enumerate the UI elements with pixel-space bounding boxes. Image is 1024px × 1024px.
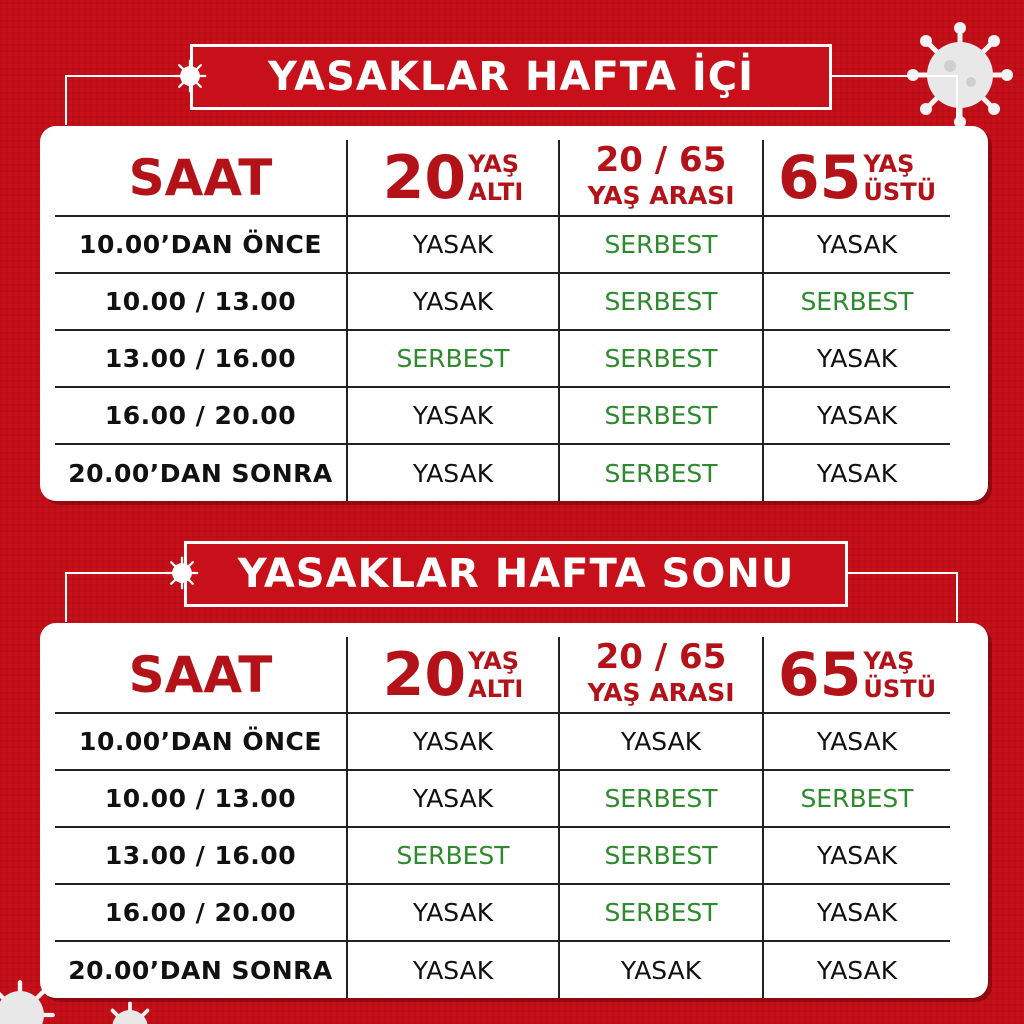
header-20-65: 20 / 65 YAŞ ARASI <box>559 140 763 216</box>
section-title: YASAKLAR HAFTA SONU <box>184 541 848 607</box>
status-cell: SERBEST <box>763 273 950 330</box>
status-cell: YASAK <box>347 387 559 444</box>
table-row <box>55 827 950 884</box>
table-header-row <box>55 140 950 216</box>
status-cell: SERBEST <box>763 770 950 827</box>
status-cell: YASAK <box>763 216 950 273</box>
status-cell: SERBEST <box>559 387 763 444</box>
time-cell: 10.00 / 13.00 <box>55 273 347 330</box>
connector-line <box>830 75 958 125</box>
status-cell: YASAK <box>347 444 559 501</box>
status-cell: SERBEST <box>559 330 763 387</box>
status-cell: YASAK <box>347 770 559 827</box>
status-cell: SERBEST <box>559 216 763 273</box>
header-20-65: 20 / 65 YAŞ ARASI <box>559 637 763 713</box>
connector-line <box>830 572 958 622</box>
time-cell: 13.00 / 16.00 <box>55 827 347 884</box>
table-header-row <box>55 637 950 713</box>
time-cell: 16.00 / 20.00 <box>55 884 347 941</box>
status-cell: YASAK <box>347 941 559 998</box>
schedule-table <box>55 140 950 501</box>
table-row <box>55 330 950 387</box>
section-title: YASAKLAR HAFTA İÇİ <box>190 44 832 110</box>
status-cell: YASAK <box>559 941 763 998</box>
status-cell: YASAK <box>347 216 559 273</box>
status-cell: YASAK <box>763 713 950 770</box>
status-cell: SERBEST <box>559 444 763 501</box>
status-cell: SERBEST <box>559 827 763 884</box>
header-saat: SAAT <box>128 645 273 704</box>
status-cell: SERBEST <box>347 827 559 884</box>
time-cell: 20.00’DAN SONRA <box>55 941 347 998</box>
virus-icon <box>100 998 160 1024</box>
table-row <box>55 444 950 501</box>
time-cell: 10.00’DAN ÖNCE <box>55 216 347 273</box>
status-cell: YASAK <box>347 273 559 330</box>
time-cell: 13.00 / 16.00 <box>55 330 347 387</box>
table-row <box>55 216 950 273</box>
table-row <box>55 273 950 330</box>
table-row <box>55 387 950 444</box>
status-cell: YASAK <box>763 387 950 444</box>
status-cell: YASAK <box>763 330 950 387</box>
virus-icon <box>172 58 208 94</box>
header-under-20: 20YAŞ ALTI <box>347 140 559 216</box>
time-cell: 10.00 / 13.00 <box>55 770 347 827</box>
status-cell: YASAK <box>763 884 950 941</box>
status-cell: YASAK <box>763 444 950 501</box>
status-cell: SERBEST <box>559 273 763 330</box>
status-cell: YASAK <box>763 827 950 884</box>
status-cell: SERBEST <box>559 884 763 941</box>
time-cell: 10.00’DAN ÖNCE <box>55 713 347 770</box>
status-cell: YASAK <box>763 941 950 998</box>
status-cell: YASAK <box>347 884 559 941</box>
time-cell: 20.00’DAN SONRA <box>55 444 347 501</box>
table-row <box>55 770 950 827</box>
status-cell: YASAK <box>347 713 559 770</box>
virus-icon <box>164 555 200 591</box>
table-row <box>55 941 950 998</box>
status-cell: YASAK <box>559 713 763 770</box>
header-under-20: 20YAŞ ALTI <box>347 637 559 713</box>
header-saat: SAAT <box>128 148 273 207</box>
status-cell: SERBEST <box>347 330 559 387</box>
table-row <box>55 884 950 941</box>
header-over-65: 65YAŞ ÜSTÜ <box>763 637 950 713</box>
schedule-table <box>55 637 950 998</box>
time-cell: 16.00 / 20.00 <box>55 387 347 444</box>
header-over-65: 65YAŞ ÜSTÜ <box>763 140 950 216</box>
table-row <box>55 713 950 770</box>
status-cell: SERBEST <box>559 770 763 827</box>
